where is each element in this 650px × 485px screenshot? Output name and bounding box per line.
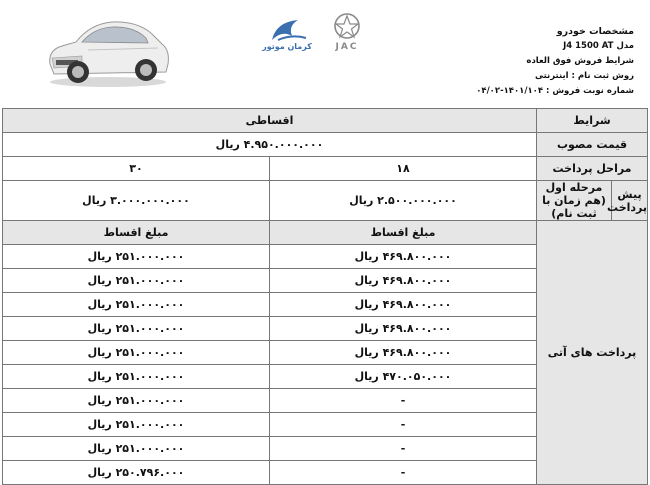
installment-header-30: مبلغ اقساط (3, 221, 270, 245)
installment-cell-30: ۲۵۱.۰۰۰.۰۰۰ ریال (3, 437, 270, 461)
label-payment-stages: مراحل پرداخت (537, 157, 648, 181)
installment-cell-18: ۴۶۹.۸۰۰.۰۰۰ ریال (270, 341, 537, 365)
prepayment-30: ۳.۰۰۰.۰۰۰.۰۰۰ ریال (3, 181, 270, 221)
plan-months-30: ۳۰ (3, 157, 270, 181)
approved-price: ۴.۹۵۰.۰۰۰.۰۰۰ ریال (3, 133, 537, 157)
installment-cell-30: ۲۵۱.۰۰۰.۰۰۰ ریال (3, 365, 270, 389)
car-image (42, 6, 174, 90)
plan-name: اقساطی (3, 109, 537, 133)
jac-logo-text: JAC (335, 42, 359, 52)
installment-cell-30: ۲۵۱.۰۰۰.۰۰۰ ریال (3, 317, 270, 341)
table-row (3, 181, 648, 221)
conditions-line: شرایط فروش فوق العاده (526, 56, 634, 66)
document-header (0, 0, 650, 108)
installment-cell-18: ۴۶۹.۸۰۰.۰۰۰ ریال (270, 293, 537, 317)
jac-logo (322, 12, 372, 56)
kerman-logo-text: کرمان موتور (262, 42, 312, 51)
label-approved-price: قیمت مصوب (537, 133, 648, 157)
vehicle-spec-block (454, 24, 634, 99)
turn-line: شماره نوبت فروش : ۱۴۰۱/۱۰۴-۰۴/۰۲ (476, 86, 634, 96)
label-prepayment: پیش پرداخت (612, 181, 648, 221)
installment-cell-18: - (270, 461, 537, 485)
table-row (3, 157, 648, 181)
installment-cell-18: - (270, 437, 537, 461)
table-row (3, 109, 648, 133)
sale-conditions-table (2, 108, 648, 485)
installment-cell-30: ۲۵۱.۰۰۰.۰۰۰ ریال (3, 269, 270, 293)
installment-cell-30: ۲۵۱.۰۰۰.۰۰۰ ریال (3, 389, 270, 413)
label-first-stage: مرحله اول (هم زمان با ثبت نام) (537, 181, 612, 221)
registration-line: روش ثبت نام : اینترنتی (534, 71, 634, 81)
installment-cell-18: - (270, 413, 537, 437)
installment-cell-30: ۲۵۱.۰۰۰.۰۰۰ ریال (3, 341, 270, 365)
plan-months-18: ۱۸ (270, 157, 537, 181)
model-line: مدل J4 1500 AT (563, 41, 634, 51)
installment-cell-30: ۲۵۱.۰۰۰.۰۰۰ ریال (3, 293, 270, 317)
installment-cell-18: ۴۷۰.۰۵۰.۰۰۰ ریال (270, 365, 537, 389)
kerman-motor-logo (258, 14, 316, 54)
label-conditions: شرایط (537, 109, 648, 133)
label-future-payments: پرداخت های آتی (537, 221, 648, 485)
installment-cell-18: - (270, 389, 537, 413)
installment-cell-18: ۴۶۹.۸۰۰.۰۰۰ ریال (270, 317, 537, 341)
installment-cell-30: ۲۵۱.۰۰۰.۰۰۰ ریال (3, 245, 270, 269)
installment-header-18: مبلغ اقساط (270, 221, 537, 245)
installment-cell-18: ۴۶۹.۸۰۰.۰۰۰ ریال (270, 269, 537, 293)
installment-cell-30: ۲۵۰.۷۹۶.۰۰۰ ریال (3, 461, 270, 485)
table-row (3, 221, 648, 245)
installment-cell-18: ۴۶۹.۸۰۰.۰۰۰ ریال (270, 245, 537, 269)
prepayment-18: ۲.۵۰۰.۰۰۰.۰۰۰ ریال (270, 181, 537, 221)
table-row (3, 133, 648, 157)
spec-title: مشخصات خودرو (556, 26, 634, 37)
installment-cell-30: ۲۵۱.۰۰۰.۰۰۰ ریال (3, 413, 270, 437)
